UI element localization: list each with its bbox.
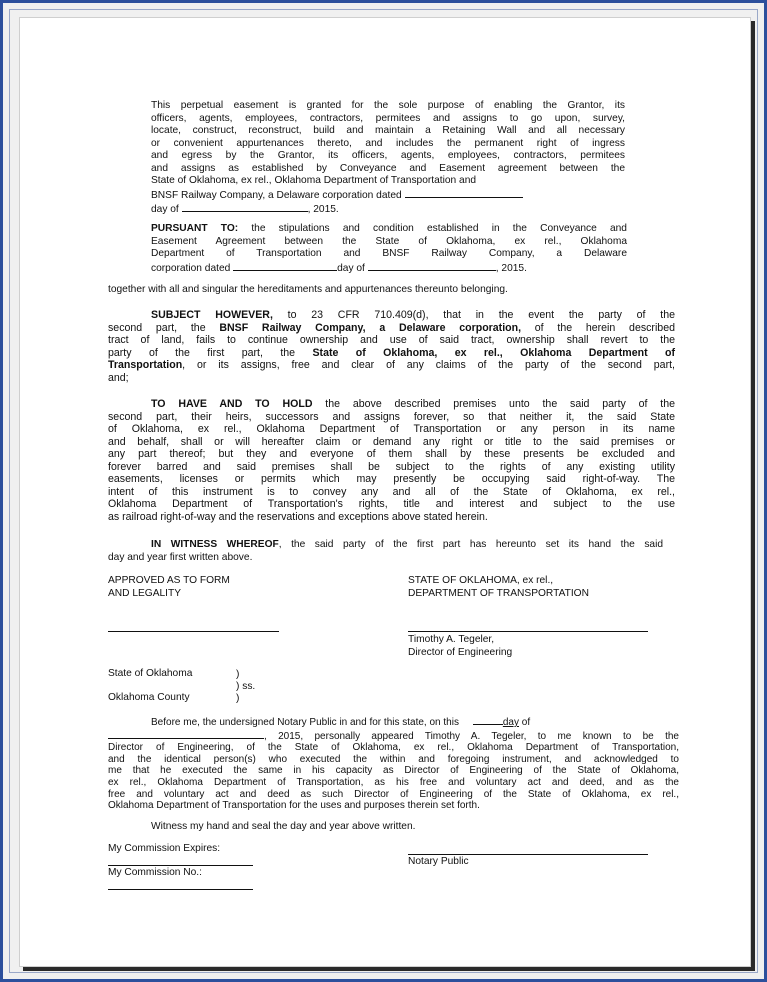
para2-year: , 2015. <box>495 262 527 274</box>
notary-acknowledgment-paragraph: Before me, the undersigned Notary Public in and for this state, on this day of , 2015, personally appeared Timothy A. Tegeler, to me known to be the Director of Engineering, of the State of Oklahoma, ex rel., Oklahoma Department of Transportation, and the identical person(s) who executed the within and foregoing instrument, and acknowledged to me that he executed the same in his capacity as Director of Engineering of the State of Oklahoma, ex rel., Oklahoma Department of Transportation, as his free and voluntary act and deed, and as the free and voluntary act and deed as such Director of Engineering of the State of Oklahoma, ex rel., Oklahoma Department of Transportation for the uses and purposes therein set forth. <box>108 717 679 812</box>
para2-line: the stipulations and condition established in the Conveyance and <box>238 223 627 234</box>
pursuant-to-heading: PURSUANT TO: <box>151 223 239 234</box>
together-with-line: together with all and singular the hereditaments and appurtenances thereunto belonging. <box>108 284 508 295</box>
venue-paren: ) <box>236 669 240 680</box>
para1-line: and assigns as established by Conveyance and Easement agreement between the <box>151 162 625 174</box>
para1-line: or convenient appurtenances thereto, and includes the permanent right of ingress <box>151 137 625 149</box>
para1-line: and egress by the Grantor, its officers, agents, employees, contractors, permitees <box>151 150 625 161</box>
para1-year: , 2015. <box>307 204 339 215</box>
subject-however-heading: SUBJECT HOWEVER, <box>151 309 273 321</box>
to-have-and-to-hold-paragraph: TO HAVE AND TO HOLD the above described premises unto the said party of the second part, their heirs, successors and assigns forever, so that neither it, the said State of Oklahoma, ex rel., Oklahoma Department of Transportation or any person in its name and behalf, shall or will hereafter claim or demand any right or title to the said premises or any part thereof; but they and everyone of them shall by these presents be excluded and forever barred and said premises shall be subject to the rights of any existing utility easements, licenses or permits which may presently be occupying said right-of-way. The intent of this instrument is to convey any and all of the State of Oklahoma, ex rel., Oklahoma Department of Transportation's rights, title and interest and subject to the use as railroad right-of-way and the reservations and exceptions above stated herein. <box>108 398 675 523</box>
para1-line: This perpetual easement is granted for the sole purpose of enabling the Grantor, its <box>151 100 625 111</box>
para2-corp-dated: corporation dated <box>151 262 231 274</box>
document-page <box>19 17 751 967</box>
in-witness-heading: IN WITNESS WHEREOF <box>151 539 279 550</box>
approved-as-to-form: APPROVED AS TO FORM AND LEGALITY <box>108 575 230 599</box>
commission-no-label: My Commission No.: <box>108 867 202 878</box>
approval-signature-line <box>108 631 279 632</box>
witness-hand-line: Witness my hand and seal the day and year above written. <box>151 821 416 832</box>
para2-day-of: day of <box>337 262 365 274</box>
notary-signature-line <box>408 854 648 855</box>
para1-line: officers, agents, employees, contractors, permitees and assigns to go upon, survey, <box>151 112 625 124</box>
para1-line: State of Oklahoma, ex rel., Oklahoma Department of Transportation and <box>151 175 477 186</box>
date-blank <box>405 188 523 198</box>
para2-line: Easement Agreement between the State of Oklahoma, ex rel., Oklahoma <box>151 235 627 247</box>
commission-expires-label: My Commission Expires: <box>108 843 221 854</box>
month-blank <box>108 729 264 739</box>
signer-name: Timothy A. Tegeler, <box>408 634 495 645</box>
venue-state: State of Oklahoma <box>108 668 193 679</box>
notary-public-label: Notary Public <box>408 856 469 867</box>
venue-paren: ) <box>236 693 240 704</box>
day-blank <box>368 261 496 271</box>
director-signature-line <box>408 631 648 632</box>
in-witness-paragraph: IN WITNESS WHEREOF, the said party of the first part has hereunto set its hand the said day and year first written above. <box>108 539 664 563</box>
commission-expires-line <box>108 865 253 866</box>
venue-ss: ) ss. <box>236 681 256 692</box>
bnsf-company-name: BNSF Railway Company, a Delaware corporation, <box>219 321 522 334</box>
pursuant-to-paragraph <box>151 223 627 275</box>
para1-line: locate, construct, reconstruct, build and maintain a Retaining Wall and all necessary <box>151 125 625 136</box>
state-department-block: STATE OF OKLAHOMA, ex rel., DEPARTMENT OF TRANSPORTATION <box>408 575 589 599</box>
commission-no-line <box>108 889 253 890</box>
date-blank <box>233 261 337 271</box>
para1-line: BNSF Railway Company, a Delaware corporation dated <box>151 189 402 201</box>
subject-however-paragraph: SUBJECT HOWEVER, to 23 CFR 710.409(d), that in the event the party of the second part, the BNSF Railway Company, a Delaware corporation, of the herein described tract of land, fails to continue ownership and use of said tract, ownership shall revert to the party of the first part, the State of Oklahoma, ex rel., Oklahoma Department of Transportation, or its assigns, free and clear of any claims of the party of the second part, and; <box>108 309 675 384</box>
day-blank <box>182 202 308 212</box>
venue-county: Oklahoma County <box>108 692 190 703</box>
para2-line: Department of Transportation and BNSF Railway Company, a Delaware <box>151 248 627 259</box>
state-oklahoma-name: State of Oklahoma, ex rel., Oklahoma Department of <box>312 346 675 359</box>
signer-title: Director of Engineering <box>408 646 513 658</box>
to-have-heading: TO HAVE AND TO HOLD <box>151 398 313 410</box>
easement-purpose-paragraph <box>151 100 625 217</box>
signer-block <box>408 634 512 659</box>
para1-day-of: day of <box>151 204 179 215</box>
day-blank <box>473 715 503 725</box>
